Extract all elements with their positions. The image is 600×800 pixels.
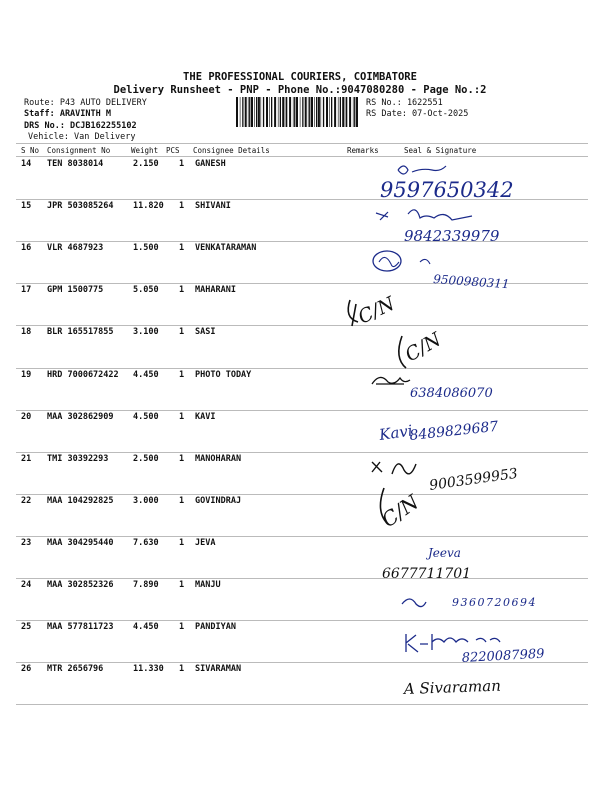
barcode-bar <box>334 97 336 127</box>
table-row <box>0 580 600 622</box>
table-row <box>0 327 600 369</box>
table-row <box>0 538 600 580</box>
row-consignee: GOVINDRAJ <box>195 495 242 506</box>
signature-25-phone: 8220087989 <box>461 646 545 666</box>
barcode-bar <box>280 97 281 127</box>
rs-date: RS Date: 07-Oct-2025 <box>366 109 469 119</box>
row-consignment: MAA 304295440 <box>47 537 114 548</box>
row-consignment: JPR 503085264 <box>47 201 114 212</box>
barcode-bar <box>342 97 344 127</box>
signature-26-name: A Sivaraman <box>403 676 502 698</box>
barcode-bar <box>346 97 347 127</box>
barcode-bar <box>254 97 255 127</box>
barcode-bar <box>354 97 355 127</box>
row-weight: 5.050 <box>133 285 159 296</box>
row-consignee: MANJU <box>195 580 221 590</box>
row-sno: 21 <box>21 453 32 464</box>
signature-16-phone: 9500980311 <box>432 272 510 292</box>
row-sno: 15 <box>21 201 32 212</box>
barcode-bar <box>318 97 320 127</box>
row-sno: 22 <box>21 495 32 506</box>
barcode-bar <box>356 97 358 127</box>
row-consignee: KAVI <box>195 411 216 422</box>
signature-20-name: Kavi <box>378 421 414 444</box>
row-consignee: PHOTO TODAY <box>195 369 252 380</box>
barcode-bar <box>278 97 279 127</box>
row-consignment: BLR 165517855 <box>47 327 114 338</box>
barcode-bar <box>258 97 260 127</box>
signature-19-phone: 6384086070 <box>410 386 493 401</box>
col-header-weight: Weight <box>131 146 159 155</box>
barcode-bar <box>308 97 309 127</box>
divider-top <box>16 143 588 144</box>
row-weight: 7.630 <box>133 537 159 548</box>
row-divider <box>16 283 588 284</box>
barcode-bar <box>300 97 301 127</box>
table-row <box>0 159 600 201</box>
barcode-bar <box>340 97 341 127</box>
row-weight: 11.330 <box>133 664 164 675</box>
row-divider <box>16 325 588 326</box>
table-row <box>0 243 600 285</box>
barcode-bar <box>294 97 295 127</box>
row-consignment: MAA 302852326 <box>47 580 114 590</box>
barcode-bar <box>329 97 330 127</box>
row-divider <box>16 662 588 663</box>
barcode-bar <box>263 97 264 127</box>
signature-22-cn: C/N <box>377 489 424 533</box>
barcode-bar <box>331 97 332 127</box>
barcode-bar <box>321 97 322 127</box>
row-pcs: 1 <box>179 664 185 675</box>
row-consignment: TMI 30392293 <box>47 453 109 464</box>
barcode-bar <box>286 97 287 127</box>
row-sno: 14 <box>21 159 32 169</box>
row-consignee: VENKATARAMAN <box>195 243 257 254</box>
row-divider <box>16 410 588 411</box>
barcode-bar <box>314 97 315 127</box>
col-header-consignee: Consignee Details <box>193 146 270 155</box>
row-divider <box>16 620 588 621</box>
barcode-bar <box>316 97 317 127</box>
barcode-bar <box>266 97 268 127</box>
row-divider <box>16 494 588 495</box>
row-pcs: 1 <box>179 622 185 633</box>
barcode-bar <box>282 97 284 127</box>
row-divider <box>16 199 588 200</box>
row-divider <box>16 578 588 579</box>
row-divider <box>16 241 588 242</box>
table-row <box>0 285 600 327</box>
row-consignment: VLR 4687923 <box>47 243 104 254</box>
barcode-bar <box>289 97 291 127</box>
barcode-bar <box>251 97 253 127</box>
row-sno: 17 <box>21 285 32 296</box>
barcode-bar <box>296 97 298 127</box>
barcode-bar <box>240 97 241 127</box>
col-header-pcs: PCS <box>166 146 180 155</box>
row-pcs: 1 <box>179 580 185 590</box>
barcode-bar <box>236 97 238 127</box>
barcode-bar <box>311 97 313 127</box>
row-weight: 4.500 <box>133 411 159 422</box>
row-sno: 23 <box>21 537 32 548</box>
row-consignment: MAA 104292825 <box>47 495 114 506</box>
table-row <box>0 622 600 664</box>
row-consignment: MAA 302862909 <box>47 411 114 422</box>
table-row <box>0 496 600 538</box>
row-weight: 3.100 <box>133 327 159 338</box>
signature-23-phone: 6677711701 <box>382 566 472 582</box>
col-header-consignment: Consignment No <box>47 146 111 155</box>
col-header-seal: Seal & Signature <box>404 146 477 155</box>
barcode-bar <box>249 97 250 127</box>
runsheet-subtitle: Delivery Runsheet - PNP - Phone No.:9047080280 - Page No.:2 <box>113 84 487 96</box>
row-pcs: 1 <box>179 243 185 254</box>
barcode-bar <box>256 97 257 127</box>
row-pcs: 1 <box>179 201 185 212</box>
row-weight: 1.500 <box>133 243 159 254</box>
barcode <box>236 97 360 127</box>
signature-17-cn: C/N <box>354 292 399 329</box>
row-pcs: 1 <box>179 453 185 464</box>
row-pcs: 1 <box>179 495 185 506</box>
row-weight: 4.450 <box>133 622 159 633</box>
divider-header <box>16 156 588 157</box>
table-row <box>0 664 600 706</box>
barcode-bar <box>245 97 247 127</box>
barcode-bar <box>274 97 276 127</box>
signature-21-phone: 9003599953 <box>428 465 519 494</box>
row-sno: 20 <box>21 411 32 422</box>
rs-number: RS No.: 1622551 <box>366 98 443 108</box>
row-pcs: 1 <box>179 537 185 548</box>
signature-14-phone: 9597650342 <box>380 178 514 202</box>
signature-23-name: Jeeva <box>428 546 461 560</box>
row-pcs: 1 <box>179 327 185 338</box>
row-consignment: TEN 8038014 <box>47 159 104 169</box>
signature-20-phone: 8489829687 <box>408 418 500 444</box>
row-consignee: PANDIYAN <box>195 622 236 633</box>
table-row <box>0 412 600 454</box>
row-divider <box>16 452 588 453</box>
barcode-bar <box>269 97 270 127</box>
row-consignment: MAA 577811723 <box>47 622 114 633</box>
barcode-bar <box>285 97 286 127</box>
table-row <box>0 201 600 243</box>
drs-number: DRS No.: DCJB162255102 <box>24 121 137 131</box>
row-consignment: HRD 7000672422 <box>47 369 119 380</box>
row-sno: 16 <box>21 243 32 254</box>
vehicle-label: Vehicle: Van Delivery <box>28 132 136 142</box>
barcode-bar <box>271 97 272 127</box>
barcode-bar <box>309 97 310 127</box>
barcode-bar <box>302 97 303 127</box>
row-sno: 24 <box>21 580 32 590</box>
barcode-bar <box>326 97 328 127</box>
row-consignment: MTR 2656796 <box>47 664 104 675</box>
staff-label: Staff: ARAVINTH M <box>24 109 111 119</box>
table-row <box>0 454 600 496</box>
barcode-bar <box>305 97 307 127</box>
row-consignee: MANOHARAN <box>195 453 242 464</box>
barcode-bar <box>261 97 262 127</box>
barcode-bar <box>345 97 346 127</box>
route-label: Route: P43 AUTO DELIVERY <box>24 98 147 108</box>
barcode-bar <box>349 97 351 127</box>
col-header-sno: S No <box>21 146 40 155</box>
row-weight: 11.820 <box>133 201 164 212</box>
row-consignee: JEVA <box>195 537 216 548</box>
row-weight: 7.890 <box>133 580 159 590</box>
signature-18-cn: C/N <box>401 328 446 367</box>
row-sno: 25 <box>21 622 32 633</box>
row-consignee: SHIVANI <box>195 201 231 212</box>
row-sno: 19 <box>21 369 32 380</box>
row-pcs: 1 <box>179 411 185 422</box>
barcode-bar <box>248 97 249 127</box>
row-sno: 18 <box>21 327 32 338</box>
row-weight: 3.000 <box>133 495 159 506</box>
barcode-bar <box>293 97 294 127</box>
row-divider <box>16 536 588 537</box>
barcode-bar <box>353 97 354 127</box>
row-consignee: SASI <box>195 327 216 338</box>
row-consignee: SIVARAMAN <box>195 664 242 675</box>
row-divider <box>16 368 588 369</box>
row-sno: 26 <box>21 664 32 675</box>
row-consignee: GANESH <box>195 159 226 169</box>
signature-24-phone: 9360720694 <box>452 596 537 609</box>
company-title: THE PROFESSIONAL COURIERS, COIMBATORE <box>183 71 417 83</box>
col-header-remarks: Remarks <box>347 146 379 155</box>
row-weight: 2.150 <box>133 159 159 169</box>
row-consignee: MAHARANI <box>195 285 236 296</box>
barcode-bar <box>242 97 243 127</box>
row-weight: 4.450 <box>133 369 159 380</box>
signature-15-phone: 9842339979 <box>404 227 500 245</box>
table-row <box>0 370 600 412</box>
row-weight: 2.500 <box>133 453 159 464</box>
row-pcs: 1 <box>179 159 185 169</box>
row-pcs: 1 <box>179 285 185 296</box>
barcode-bar <box>323 97 324 127</box>
row-pcs: 1 <box>179 369 185 380</box>
row-consignment: GPM 1500775 <box>47 285 104 296</box>
row-divider <box>16 704 588 705</box>
barcode-bar <box>338 97 339 127</box>
